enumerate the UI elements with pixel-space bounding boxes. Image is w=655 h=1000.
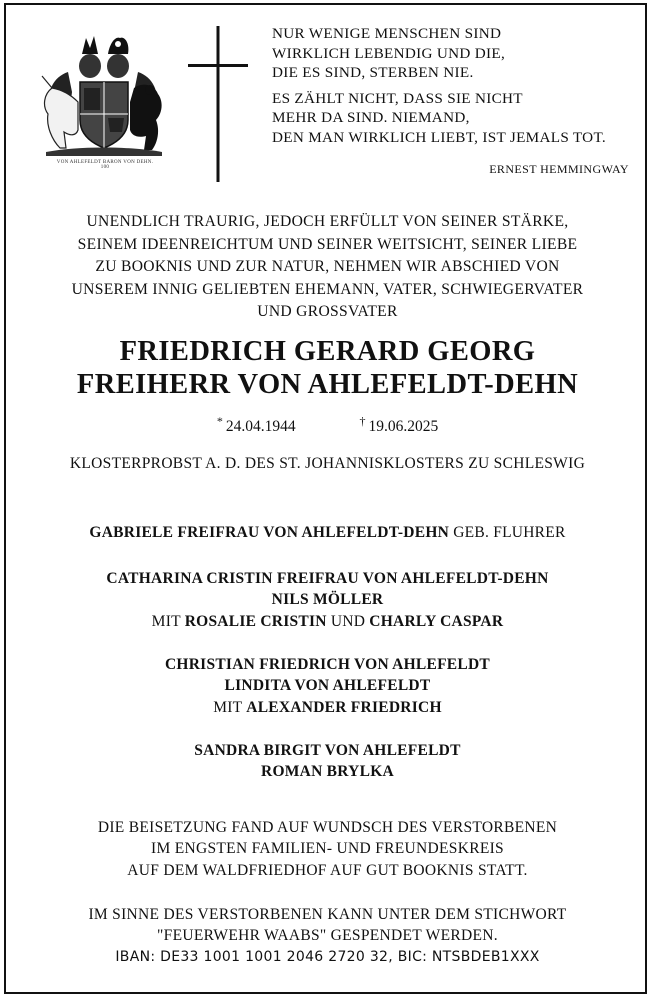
birth-date [217,414,296,436]
crest-caption-line1: VON AHLEFELDT BARON VON DEHN. [56,160,154,165]
family-member: SANDRA BIRGIT VON AHLEFELDT [194,742,461,759]
grandchild: ALEXANDER FRIEDRICH [246,698,442,716]
poem-line: WIRKLICH LEBENDIG UND DIE, [272,44,506,62]
family-member: NILS MÖLLER [271,591,384,609]
mit-label: MIT [213,698,247,716]
und-label: UND [326,612,370,630]
family-group-3 [0,740,655,783]
intro-line: ZU BOOKNIS UND ZUR NATUR, NEHMEN WIR ABSCHIED VON [95,258,560,276]
burial-line: IM ENGSTEN FAMILIEN- UND FREUNDESKREIS [151,840,504,858]
poem-line: ES ZÄHLT NICHT, DASS SIE NICHT [272,89,523,107]
intro-line: UNSEREM INNIG GELIEBTEN EHEMANN, VATER, SCHWIEGERVATER [71,280,584,298]
poem-line: NUR WENIGE MENSCHEN SIND [272,25,502,42]
burial-notice [0,817,655,881]
deceased-title: KLOSTERPROBST A. D. DES ST. JOHANNISKLOSTERS ZU SCHLESWIG [69,455,586,472]
death-date-value: 19.06.2025 [368,418,439,435]
grandchild: CHARLY CASPAR [369,612,504,630]
family-member: LINDITA VON AHLEFELDT [224,677,431,695]
donation-line: IM SINNE DES VERSTORBENEN KANN UNTER DEM STICHWORT [88,906,567,923]
intro-line: UNENDLICH TRAURIG, JEDOCH ERFÜLLT VON SEINER STÄRKE, [86,213,569,230]
bank-details: IBAN: DE33 1001 1001 2046 2720 32, BIC: NTSBDEB1XXX [115,948,540,965]
family-member: CATHARINA CRISTIN FREIFRAU VON AHLEFELDT-DEHN [106,570,549,587]
deceased-name-line1: FRIEDRICH GERARD GEORG [119,336,536,367]
family-member: CHRISTIAN FRIEDRICH VON AHLEFELDT [164,656,491,673]
wife-name: GABRIELE FREIFRAU VON AHLEFELDT-DEHN [89,524,450,541]
cross-icon [188,26,248,182]
burial-line: AUF DEM WALDFRIEDHOF AUF GUT BOOKNIS STATT. [127,861,528,879]
grandchild: ROSALIE CRISTIN [184,612,327,630]
family-wife [0,522,655,543]
crest-caption [40,160,170,170]
quote-author: ERNEST HEMMINGWAY [489,162,629,176]
family-group-2 [0,654,655,718]
crest-caption-line2: 100 [100,165,110,170]
deceased-name [0,335,655,401]
family-group-1 [0,568,655,632]
birth-date-value: 24.04.1944 [225,418,296,435]
life-dates [0,414,655,436]
mit-label: MIT [151,612,185,630]
death-symbol: † [359,414,366,428]
burial-line: DIE BEISETZUNG FAND AUF WUNDSCH DES VERSTORBENEN [97,819,558,836]
birth-symbol: * [216,414,223,428]
poem-quote [272,24,637,148]
deceased-name-line2: FREIHERR VON AHLEFELDT-DEHN [76,369,579,400]
family-member: ROMAN BRYLKA [261,763,394,781]
poem-line: DIE ES SIND, STERBEN NIE. [272,64,474,82]
donation-line: "FEUERWEHR WAABS" GESPENDET WERDEN. [157,927,498,945]
death-date [359,414,438,436]
intro-text [0,211,655,324]
intro-line: SEINEM IDEENREICHTUM UND SEINER WEITSICHT, SEINER LIEBE [77,235,578,253]
wife-maiden-name: GEB. FLUHRER [449,524,566,541]
poem-line: MEHR DA SIND. NIEMAND, [272,109,470,127]
donation-notice [0,904,655,968]
poem-line: DEN MAN WIRKLICH LIEBT, IST JEMALS TOT. [272,128,607,146]
coat-of-arms-icon [38,22,168,182]
intro-line: UND GROSSVATER [257,303,398,321]
